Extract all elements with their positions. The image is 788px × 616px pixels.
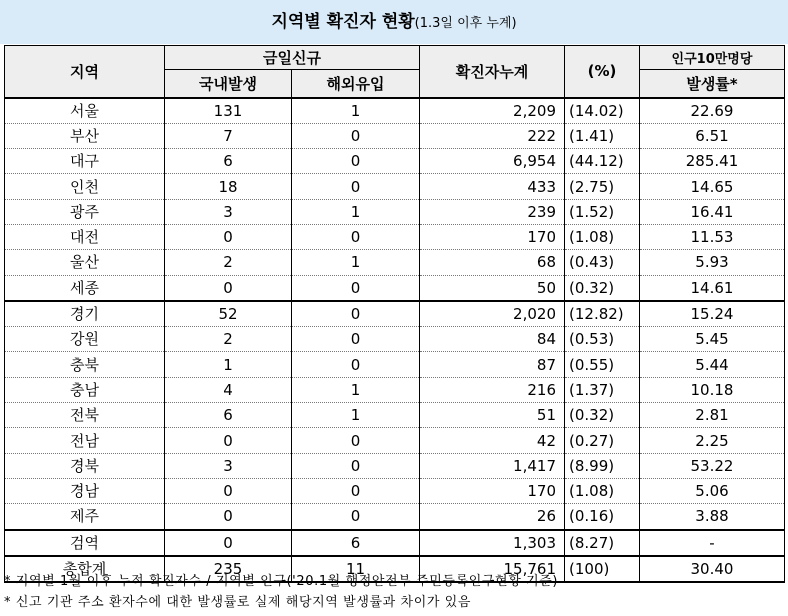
cell-rate: 2.25	[640, 428, 785, 453]
table-row	[5, 327, 785, 352]
cell-percent: (100)	[565, 556, 640, 582]
cell-overseas: 1	[292, 199, 420, 224]
cell-percent: (0.43)	[565, 250, 640, 275]
cell-region: 전북	[5, 403, 165, 428]
cell-rate: 22.69	[640, 98, 785, 124]
table-body	[5, 98, 785, 583]
table-row	[5, 301, 785, 327]
cell-cumulative: 51	[420, 403, 565, 428]
cell-region: 전남	[5, 428, 165, 453]
cell-domestic: 7	[165, 123, 292, 148]
cell-cumulative: 1,303	[420, 530, 565, 556]
table-row	[5, 352, 785, 377]
cell-percent: (1.08)	[565, 478, 640, 503]
cell-domestic: 4	[165, 377, 292, 402]
cell-overseas: 0	[292, 149, 420, 174]
cell-overseas: 0	[292, 504, 420, 530]
cell-cumulative: 222	[420, 123, 565, 148]
cell-region: 인천	[5, 174, 165, 199]
cell-overseas: 0	[292, 352, 420, 377]
title-main: 지역별 확진자 현황	[271, 12, 415, 32]
header-cumulative: 확진자누계	[420, 46, 565, 98]
cell-cumulative: 15,761	[420, 556, 565, 582]
cell-overseas: 0	[292, 275, 420, 301]
cell-region: 제주	[5, 504, 165, 530]
header-rate-line1: 인구10만명당	[640, 46, 785, 70]
cell-domestic: 52	[165, 301, 292, 327]
cell-rate: 14.65	[640, 174, 785, 199]
cell-overseas: 1	[292, 98, 420, 124]
header-domestic: 국내발생	[165, 70, 292, 98]
cell-percent: (1.08)	[565, 224, 640, 249]
cell-domestic: 0	[165, 504, 292, 530]
cell-percent: (0.32)	[565, 275, 640, 301]
cell-domestic: 2	[165, 327, 292, 352]
cell-cumulative: 216	[420, 377, 565, 402]
table-title	[0, 0, 788, 44]
cell-region: 총합계	[5, 556, 165, 582]
cell-overseas: 0	[292, 478, 420, 503]
regional-cases-table	[4, 45, 785, 583]
cell-cumulative: 2,209	[420, 98, 565, 124]
table-row	[5, 224, 785, 249]
cell-cumulative: 6,954	[420, 149, 565, 174]
cell-region: 부산	[5, 123, 165, 148]
cell-domestic: 131	[165, 98, 292, 124]
cell-domestic: 0	[165, 530, 292, 556]
cell-percent: (12.82)	[565, 301, 640, 327]
header-overseas: 해외유입	[292, 70, 420, 98]
cell-rate: 16.41	[640, 199, 785, 224]
cell-domestic: 6	[165, 149, 292, 174]
cell-domestic: 0	[165, 428, 292, 453]
cell-percent: (0.55)	[565, 352, 640, 377]
cell-domestic: 1	[165, 352, 292, 377]
cell-overseas: 0	[292, 123, 420, 148]
cell-rate: 5.06	[640, 478, 785, 503]
cell-rate: 53.22	[640, 453, 785, 478]
cell-overseas: 0	[292, 453, 420, 478]
table-row	[5, 403, 785, 428]
cell-overseas: 0	[292, 428, 420, 453]
cell-percent: (2.75)	[565, 174, 640, 199]
title-sub: (1.3일 이후 누계)	[414, 16, 517, 31]
cell-percent: (8.99)	[565, 453, 640, 478]
cell-cumulative: 26	[420, 504, 565, 530]
cell-rate: 285.41	[640, 149, 785, 174]
cell-overseas: 0	[292, 224, 420, 249]
cell-overseas: 1	[292, 377, 420, 402]
cell-percent: (44.12)	[565, 149, 640, 174]
cell-percent: (1.52)	[565, 199, 640, 224]
cell-region: 광주	[5, 199, 165, 224]
cell-domestic: 18	[165, 174, 292, 199]
cell-cumulative: 2,020	[420, 301, 565, 327]
table-row	[5, 453, 785, 478]
cell-domestic: 0	[165, 478, 292, 503]
cell-region: 대구	[5, 149, 165, 174]
cell-rate: 5.93	[640, 250, 785, 275]
cell-domestic: 235	[165, 556, 292, 582]
cell-percent: (14.02)	[565, 98, 640, 124]
cell-rate: 14.61	[640, 275, 785, 301]
cell-rate: 3.88	[640, 504, 785, 530]
cell-overseas: 11	[292, 556, 420, 582]
cell-rate: 5.45	[640, 327, 785, 352]
cell-overseas: 1	[292, 403, 420, 428]
cell-domestic: 0	[165, 275, 292, 301]
table-row	[5, 98, 785, 124]
table-row	[5, 275, 785, 301]
header-region: 지역	[5, 46, 165, 98]
table-row	[5, 504, 785, 530]
cell-cumulative: 239	[420, 199, 565, 224]
cell-percent: (0.32)	[565, 403, 640, 428]
cell-region: 충북	[5, 352, 165, 377]
cell-cumulative: 433	[420, 174, 565, 199]
cell-cumulative: 50	[420, 275, 565, 301]
cell-region: 경기	[5, 301, 165, 327]
header-rate-line2: 발생률*	[640, 70, 785, 98]
cell-region: 검역	[5, 530, 165, 556]
cell-domestic: 2	[165, 250, 292, 275]
cell-rate: 6.51	[640, 123, 785, 148]
cell-region: 강원	[5, 327, 165, 352]
cell-domestic: 0	[165, 224, 292, 249]
cell-cumulative: 170	[420, 224, 565, 249]
cell-rate: 5.44	[640, 352, 785, 377]
table-row	[5, 377, 785, 402]
cell-overseas: 0	[292, 327, 420, 352]
cell-rate: 2.81	[640, 403, 785, 428]
cell-region: 울산	[5, 250, 165, 275]
cell-region: 세종	[5, 275, 165, 301]
cell-percent: (8.27)	[565, 530, 640, 556]
header-daily-new: 금일신규	[165, 46, 420, 70]
cell-region: 충남	[5, 377, 165, 402]
cell-percent: (1.37)	[565, 377, 640, 402]
table-row	[5, 530, 785, 556]
cell-region: 경북	[5, 453, 165, 478]
cell-percent: (0.53)	[565, 327, 640, 352]
cell-cumulative: 84	[420, 327, 565, 352]
cell-region: 경남	[5, 478, 165, 503]
footnote-1: * 지역별 1월 이후 누적 확진자수 / 지역별 인구('20.1월 행정안전부 주민등록인구현황 기준)	[4, 574, 559, 589]
cell-domestic: 3	[165, 453, 292, 478]
cell-percent: (0.16)	[565, 504, 640, 530]
table-row	[5, 174, 785, 199]
cell-rate: 15.24	[640, 301, 785, 327]
cell-overseas: 0	[292, 301, 420, 327]
table-row	[5, 149, 785, 174]
cell-overseas: 6	[292, 530, 420, 556]
table-row	[5, 199, 785, 224]
cell-percent: (1.41)	[565, 123, 640, 148]
cell-cumulative: 1,417	[420, 453, 565, 478]
table-row	[5, 428, 785, 453]
cell-percent: (0.27)	[565, 428, 640, 453]
cell-overseas: 1	[292, 250, 420, 275]
table-row	[5, 478, 785, 503]
table-row	[5, 250, 785, 275]
cell-domestic: 3	[165, 199, 292, 224]
cell-cumulative: 87	[420, 352, 565, 377]
cell-overseas: 0	[292, 174, 420, 199]
cell-region: 서울	[5, 98, 165, 124]
cell-cumulative: 42	[420, 428, 565, 453]
cell-domestic: 6	[165, 403, 292, 428]
cell-cumulative: 170	[420, 478, 565, 503]
header-percent: (%)	[565, 46, 640, 98]
cell-rate: 10.18	[640, 377, 785, 402]
cell-region: 대전	[5, 224, 165, 249]
cell-cumulative: 68	[420, 250, 565, 275]
cell-rate: 30.40	[640, 556, 785, 582]
footnote-2: * 신고 기관 주소 환자수에 대한 발생률로 실제 해당지역 발생률과 차이가 있음	[4, 595, 472, 610]
cell-rate: 11.53	[640, 224, 785, 249]
table-row	[5, 123, 785, 148]
cell-rate: -	[640, 530, 785, 556]
